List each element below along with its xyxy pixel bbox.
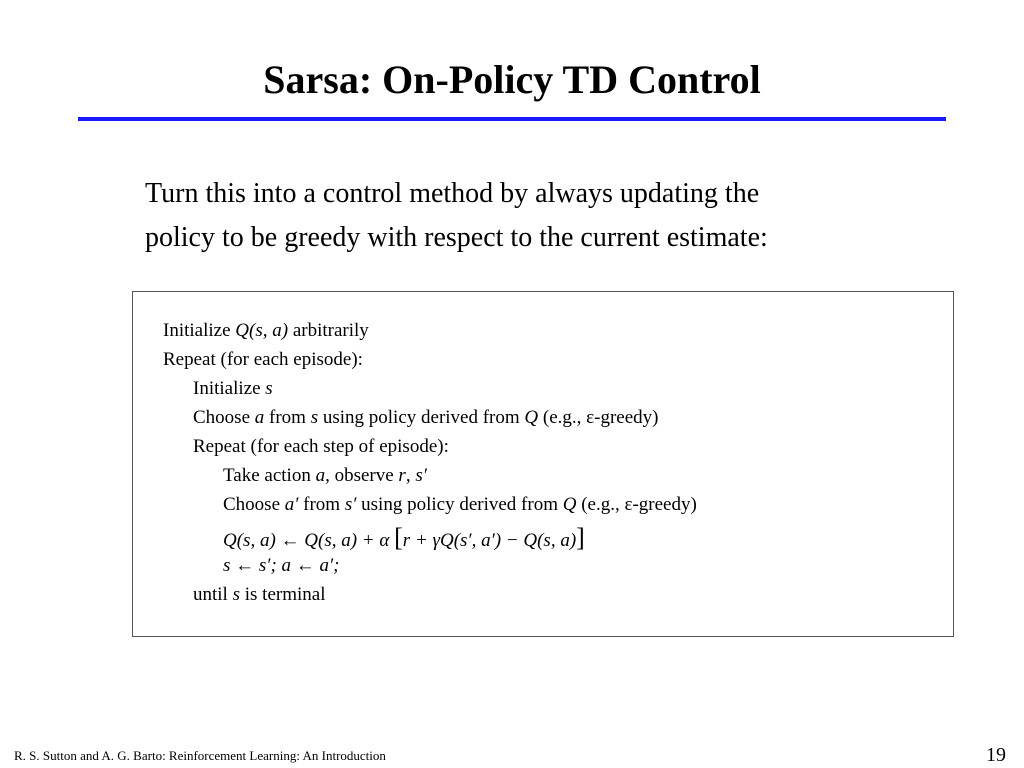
algo-line-choose-a: Choose a from s using policy derived from Q (e.g., ε-greedy) <box>193 407 659 428</box>
algo-line-initialize-q: Initialize Q(s, a) arbitrarily <box>163 320 369 341</box>
algo-line-update-rule: Q(s, a) ← Q(s, a) + α [r + γQ(s′, a′) − Q(s, a)] <box>223 523 585 552</box>
intro-line-1: Turn this into a control method by always updating the <box>145 178 760 209</box>
intro-line-2: policy to be greedy with respect to the current estimate: <box>145 222 768 253</box>
algo-line-assign: s ← s′; a ← a′; <box>223 555 340 576</box>
slide-title: Sarsa: On-Policy TD Control <box>263 57 761 102</box>
algo-line-repeat-episode: Repeat (for each episode): <box>163 349 363 370</box>
intro-text <box>145 172 945 260</box>
algo-line-choose-a-prime: Choose a′ from s′ using policy derived from Q (e.g., ε-greedy) <box>223 494 697 515</box>
footer-credit: R. S. Sutton and A. G. Barto: Reinforcement Learning: An Introduction <box>14 748 386 763</box>
algorithm-box <box>132 291 954 637</box>
algo-line-until-terminal: until s is terminal <box>193 584 326 605</box>
algo-line-initialize-s: Initialize s <box>193 378 273 399</box>
algo-line-take-action: Take action a, observe r, s′ <box>223 465 427 486</box>
page-number: 19 <box>986 744 1006 766</box>
title-underline <box>78 117 946 121</box>
algo-line-repeat-step: Repeat (for each step of episode): <box>193 436 449 457</box>
